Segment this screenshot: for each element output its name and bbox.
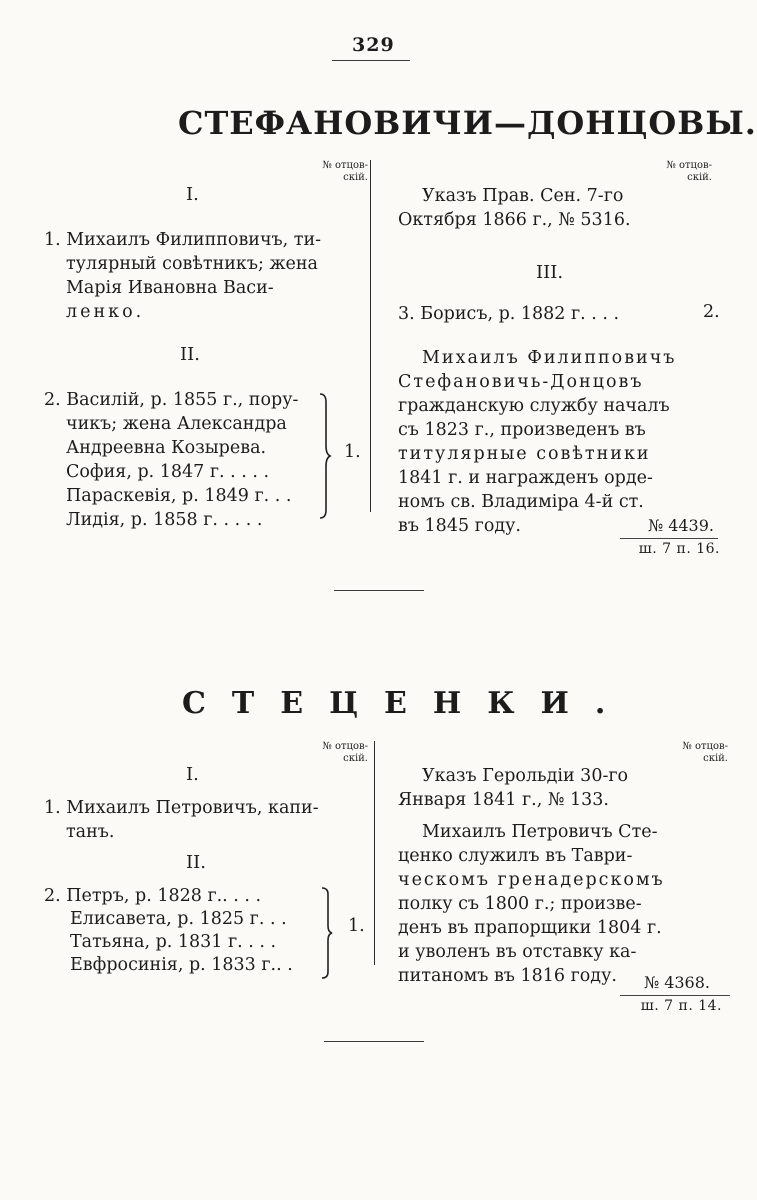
right-col-header: № отцов- скій. <box>666 160 712 183</box>
biography-line: питаномъ въ 1816 году. <box>398 966 617 986</box>
biography-line: Стефановичь-Донцовъ <box>398 372 644 392</box>
biography-line: титулярные совѣтники <box>398 444 651 464</box>
biography-line: полку съ 1800 г.; произве- <box>398 894 642 914</box>
gen2-entry-line: 2. Василій, р. 1855 г., пору- <box>44 390 299 410</box>
section-separator <box>334 590 424 591</box>
gen2-entry-line: Параскевія, р. 1849 г. . . <box>66 486 292 506</box>
page-number: 329 <box>352 34 395 56</box>
archive-rule <box>620 538 718 539</box>
decree-line: Указъ Герольдіи 30-го <box>422 766 629 786</box>
children-brace-icon <box>318 886 334 980</box>
column-divider <box>374 741 375 965</box>
left-col-header: № отцов- скій. <box>322 160 368 183</box>
generation-1-heading: I. <box>186 184 199 205</box>
column-divider <box>370 160 371 512</box>
gen2-entry-line: Татьяна, р. 1831 г. . . . <box>70 932 277 952</box>
gen2-entry-line: Евфросинія, р. 1833 г.. . <box>70 955 293 975</box>
decree-line: Января 1841 г., № 133. <box>398 790 609 810</box>
gen2-entry-line: Лидія, р. 1858 г. . . . . <box>66 510 263 530</box>
biography-line: въ 1845 году. <box>398 516 521 536</box>
biography-line: номъ св. Владиміра 4-й ст. <box>398 492 644 512</box>
father-number: 1. <box>348 916 365 936</box>
gen1-entry-line: танъ. <box>66 822 115 842</box>
right-col-header: № отцов- скій. <box>682 741 728 764</box>
biography-line: гражданскую службу началъ <box>398 396 670 416</box>
generation-2-heading: II. <box>180 344 200 365</box>
gen1-entry-line: 1. Михаилъ Петровичъ, капи- <box>44 798 319 818</box>
gen3-entry: 3. Борисъ, р. 1882 г. . . . <box>398 304 620 324</box>
children-brace-icon <box>316 392 332 520</box>
gen2-entry-line: София, р. 1847 г. . . . . <box>66 462 270 482</box>
biography-line: ценко служилъ въ Таври- <box>398 846 633 866</box>
section-title-stefanovichi-dontsovy: СТЕФАНОВИЧИ—ДОНЦОВЫ. <box>178 104 757 142</box>
gen1-entry-line: 1. Михаилъ Филипповичъ, ти- <box>44 230 322 250</box>
shelf-mark: ш. 7 п. 14. <box>640 998 722 1014</box>
generation-1-heading: I. <box>186 764 199 785</box>
section-title-stetsenki: СТЕЦЕНКИ. <box>182 686 632 721</box>
gen2-entry-line: Андреевна Козырева. <box>66 438 267 458</box>
gen1-entry-line: ленко. <box>66 302 145 322</box>
biography-line: и уволенъ въ отставку ка- <box>398 942 637 962</box>
gen1-entry-line: тулярный совѣтникъ; жена <box>66 254 318 274</box>
archive-rule <box>620 995 730 996</box>
archive-number: № 4368. <box>643 973 710 992</box>
generation-3-heading: III. <box>536 262 564 283</box>
generation-2-heading: II. <box>186 852 206 873</box>
archive-number: № 4439. <box>647 516 714 535</box>
gen2-entry-line: Елисавета, р. 1825 г. . . <box>70 909 287 929</box>
biography-line: 1841 г. и награжденъ орде- <box>398 468 653 488</box>
gen3-father-number: 2. <box>703 302 720 322</box>
page-number-rule <box>332 60 410 61</box>
decree-line: Октября 1866 г., № 5316. <box>398 210 631 230</box>
biography-line: съ 1823 г., произведенъ въ <box>398 420 646 440</box>
biography-line: Михаилъ Петровичъ Сте- <box>422 822 658 842</box>
decree-line: Указъ Прав. Сен. 7-го <box>422 186 624 206</box>
gen1-entry-line: Марія Ивановна Васи- <box>66 278 274 298</box>
left-col-header: № отцов- скій. <box>322 741 368 764</box>
biography-line: денъ въ прапорщики 1804 г. <box>398 918 662 938</box>
biography-line: Михаилъ Филипповичъ <box>422 348 677 368</box>
shelf-mark: ш. 7 п. 16. <box>638 541 720 557</box>
gen2-entry-line: чикъ; жена Александра <box>66 414 287 434</box>
section-separator <box>324 1041 424 1042</box>
gen2-entry-line: 2. Петръ, р. 1828 г.. . . . <box>44 886 262 906</box>
father-number: 1. <box>344 442 361 462</box>
biography-line: ческомъ гренадерскомъ <box>398 870 665 890</box>
